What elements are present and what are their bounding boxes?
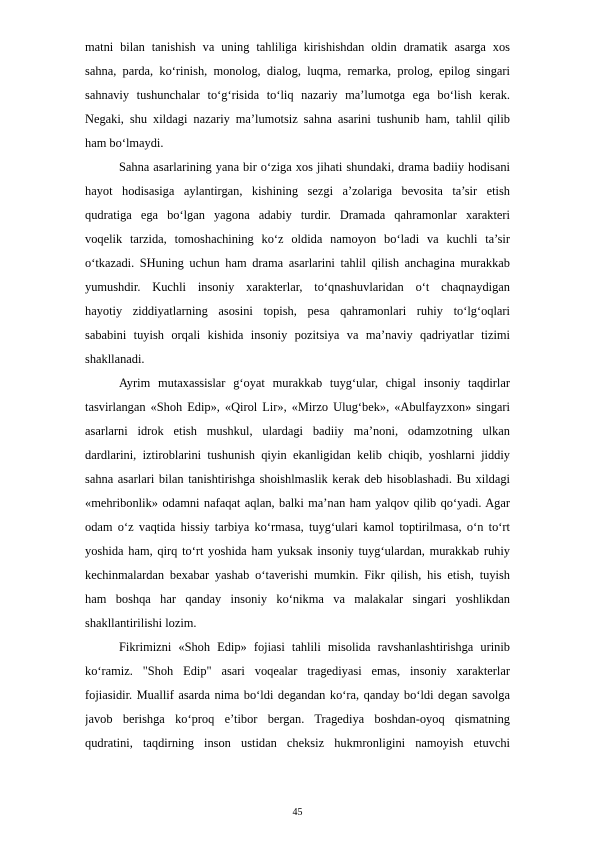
text-line: ham bo‘lmaydi.	[85, 136, 164, 150]
text-line: asarlarni idrok etish mushkul, ulardagi badiiy ma’noni, odamzotning ulkan	[85, 424, 510, 438]
text-line: ko‘ramiz. "Shoh Edip" asari voqealar tragediyasi emas, insoniy xarakterlar	[85, 664, 510, 678]
text-line: hayotiy ziddiyatlarning asosini topish, pesa qahramonlari ruhiy to‘lg‘oqlari	[85, 304, 510, 318]
text-line: sahna asarlari bilan tanishtirishga shoishlmaslik kerak deb hisoblashadi. Bu xildagi	[85, 472, 510, 486]
text-lines	[85, 35, 510, 755]
text-line: matni bilan tanishish va uning tahliliga kirishishdan oldin dramatik asarga xos	[85, 40, 510, 54]
text-line: sahna, parda, ko‘rinish, monolog, dialog, luqma, remarka, prolog, epilog singari	[85, 64, 510, 78]
text-line: voqelik tarzida, tomoshachining ko‘z oldida namoyon bo‘ladi va kuchli ta’sir	[85, 232, 510, 246]
text-line: shakllanadi.	[85, 352, 145, 366]
text-line: dardlarini, iztiroblarini tushunish qiyin ekanligidan kelib chiqib, yoshlarni jiddiy	[85, 448, 510, 462]
text-line: kechinmalardan bexabar yashab o‘taverishi mumkin. Fikr qilish, his etish, tuyish	[85, 568, 510, 582]
text-line: shakllantirilishi lozim.	[85, 616, 197, 630]
text-line: yoshida ham, qirq to‘rt yoshida ham yuksak insoniy tuyg‘ulardan, murakkab ruhiy	[85, 544, 510, 558]
text-line: qudratini, taqdirning inson ustidan cheksiz hukmronligini namoyish etuvchi	[85, 736, 510, 750]
text-line: sahnaviy tushunchalar to‘g‘risida to‘liq nazariy ma’lumotga ega bo‘lish kerak.	[85, 88, 510, 102]
text-line: «mehribonlik» odamni nafaqat aqlan, balki ma’nan ham yalqov qilib qo‘yadi. Agar	[85, 496, 510, 510]
text-line: fojiasidir. Muallif asarda nima bo‘ldi degandan ko‘ra, qanday bo‘ldi degan savolga	[85, 688, 510, 702]
document-body	[85, 35, 510, 755]
text-line: Fikrimizni «Shoh Edip» fojiasi tahlili misolida ravshanlashtirishga urinib	[119, 640, 510, 654]
text-line: javob berishga ko‘proq e’tibor bergan. Tragediya boshdan-oyoq qismatning	[85, 712, 510, 726]
text-line: sababini tuyish orqali kishida insoniy pozitsiya va ma’naviy qadriyatlar tizimi	[85, 328, 510, 342]
text-line: qudratiga ega bo‘lgan yagona adabiy turdir. Dramada qahramonlar xarakteri	[85, 208, 510, 222]
text-line: ham boshqa har qanday insoniy ko‘nikma va malakalar singari yoshlikdan	[85, 592, 510, 606]
text-line: tasvirlangan «Shoh Edip», «Qirol Lir», «Mirzo Ulug‘bek», «Abulfayzxon» singari	[85, 400, 510, 414]
text-line: Negaki, shu xildagi nazariy ma’lumotsiz sahna asarini tushunib ham, tahlil qilib	[85, 112, 510, 126]
text-line: hayot hodisasiga aylantirgan, kishining sezgi a’zolariga bevosita ta’sir etish	[85, 184, 510, 198]
text-line: Sahna asarlarining yana bir o‘ziga xos jihati shundaki, drama badiiy hodisani	[119, 160, 510, 174]
text-line: yumushdir. Kuchli insoniy xarakterlar, to‘qnashuvlaridan o‘t chaqnaydigan	[85, 280, 510, 294]
text-line: Ayrim mutaxassislar g‘oyat murakkab tuyg‘ular, chigal insoniy taqdirlar	[119, 376, 510, 390]
text-line: o‘tkazadi. SHuning uchun ham drama asarlarini tahlil qilish anchagina murakkab	[85, 256, 510, 270]
text-line: odam o‘z vaqtida hissiy tarbiya ko‘rmasa, tuyg‘ulari kamol toptirilmasa, o‘n to‘rt	[85, 520, 510, 534]
page-number: 45	[292, 807, 303, 818]
